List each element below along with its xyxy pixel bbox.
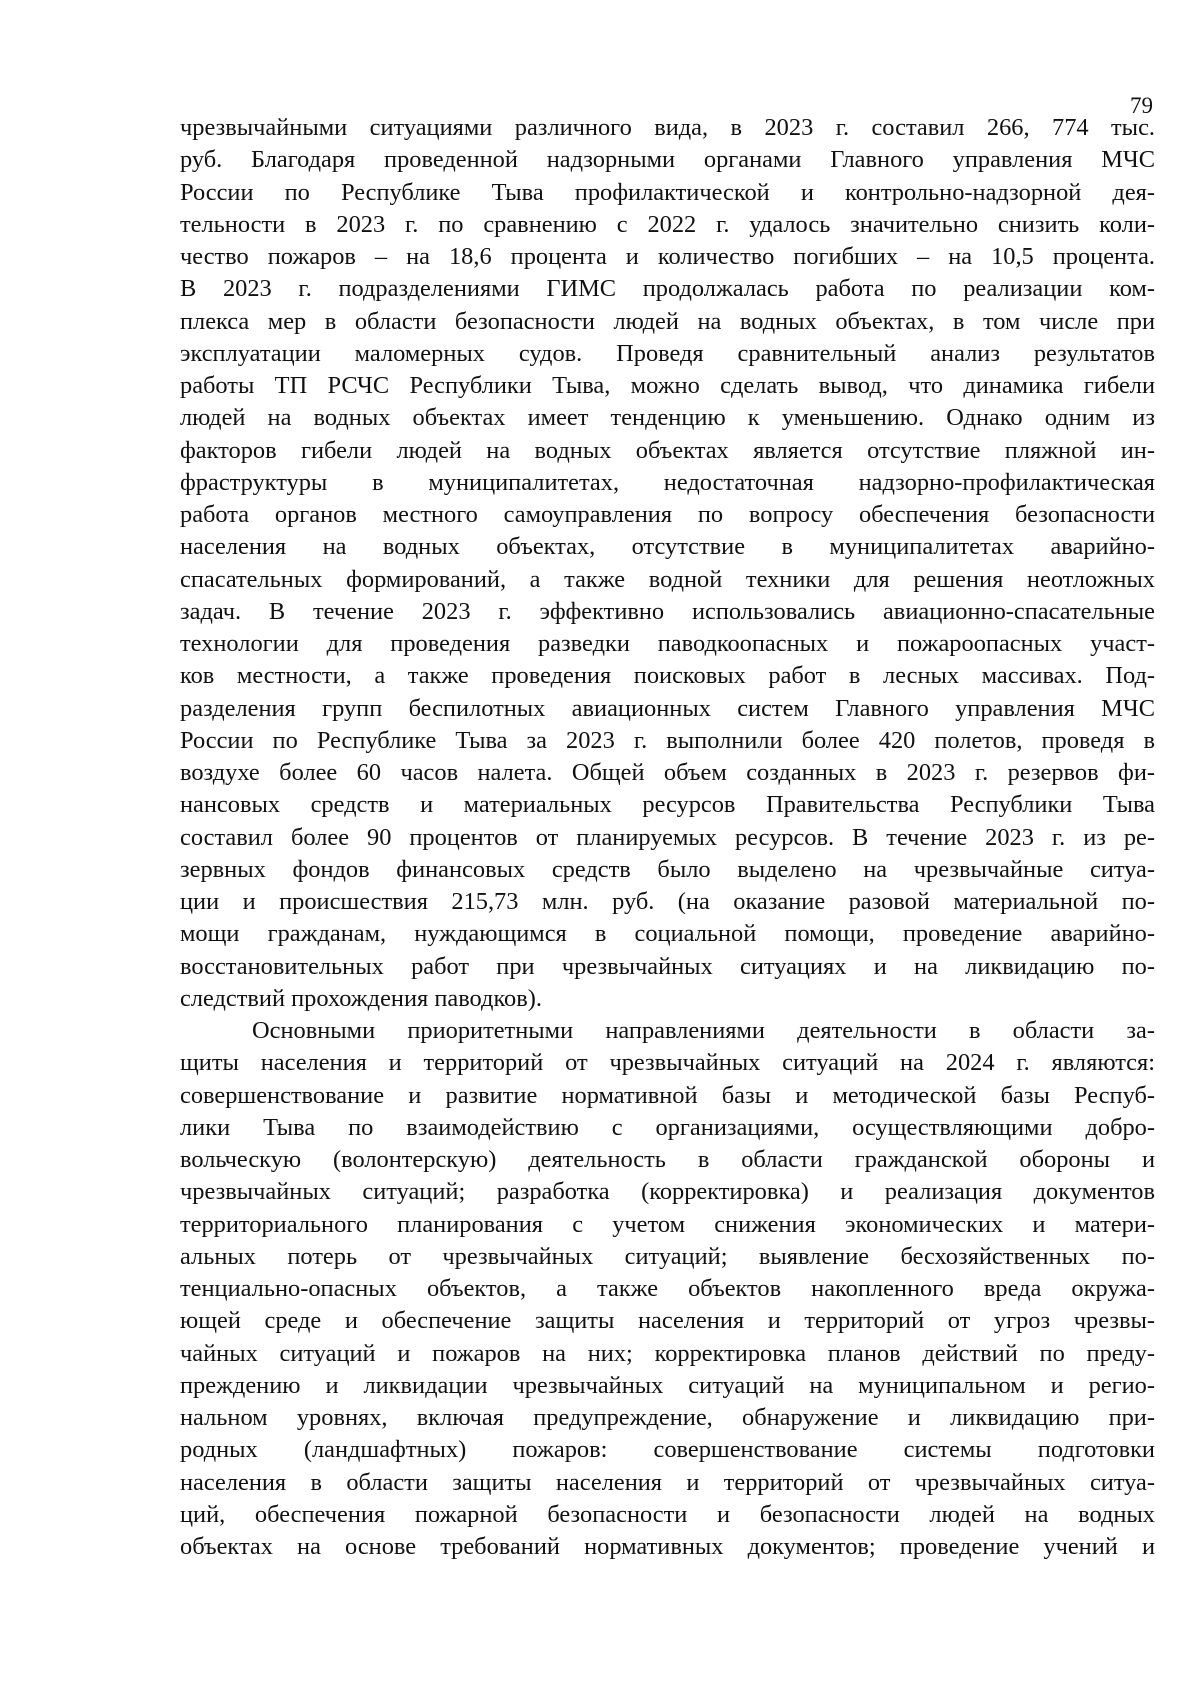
text-line: эксплуатации маломерных судов. Проведя сравнительный анализ результатов: [180, 339, 1155, 367]
text-line: нальном уровнях, включая предупреждение, обнаружение и ликвидацию при-: [180, 1404, 1155, 1431]
text-line: плекса мер в области безопасности людей на водных объектах, в том числе при: [180, 307, 1155, 335]
document-body: [180, 112, 1155, 1563]
text-line: В 2023 г. подразделениями ГИМС продолжалась работа по реализации ком-: [180, 275, 1155, 303]
text-line: тенциально-опасных объектов, а также объектов накопленного вреда окружа-: [180, 1275, 1155, 1302]
text-line: ций, обеспечения пожарной безопасности и безопасности людей на водных: [180, 1500, 1155, 1528]
paragraph: [180, 1015, 1155, 1563]
text-line: мощи гражданам, нуждающимся в социальной помощи, проведение аварийно-: [180, 920, 1155, 948]
page-number: 79: [1130, 93, 1153, 118]
text-line: территориального планирования с учетом снижения экономических и матери-: [180, 1210, 1155, 1238]
text-line: России по Республике Тыва профилактической и контрольно-надзорной дея-: [180, 178, 1155, 206]
text-line: щиты населения и территорий от чрезвычайных ситуаций на 2024 г. являются:: [180, 1049, 1155, 1077]
text-line: технологии для проведения разведки паводкоопасных и пожароопасных участ-: [180, 630, 1155, 657]
text-line: нансовых средств и материальных ресурсов Правительства Республики Тыва: [180, 791, 1155, 819]
text-line: вольческую (волонтерскую) деятельность в области гражданской обороны и: [180, 1146, 1155, 1173]
text-line: фраструктуры в муниципалитетах, недостаточная надзорно-профилактическая: [180, 468, 1155, 496]
text-line: населения в области защиты населения и территорий от чрезвычайных ситуа-: [180, 1468, 1155, 1496]
text-line: работа органов местного самоуправления по вопросу обеспечения безопасности: [180, 501, 1155, 528]
text-line: задач. В течение 2023 г. эффективно использовались авиационно-спасательные: [180, 597, 1155, 625]
text-line: составил более 90 процентов от планируемых ресурсов. В течение 2023 г. из ре-: [180, 823, 1155, 851]
text-line: спасательных формирований, а также водной техники для решения неотложных: [180, 565, 1155, 593]
text-line: работы ТП РСЧС Республики Тыва, можно сделать вывод, что динамика гибели: [180, 372, 1155, 399]
text-line: ции и происшествия 215,73 млн. руб. (на оказание разовой материальной по-: [180, 888, 1155, 915]
text-line: лики Тыва по взаимодействию с организациями, осуществляющими добро-: [180, 1113, 1155, 1141]
text-line: чество пожаров – на 18,6 процента и количество погибших – на 10,5 процента.: [180, 243, 1155, 270]
text-line: ков местности, а также проведения поисковых работ в лесных массивах. Под-: [180, 662, 1155, 690]
text-line: чрезвычайными ситуациями различного вида, в 2023 г. составил 266, 774 тыс.: [180, 114, 1155, 141]
text-line: разделения групп беспилотных авиационных систем Главного управления МЧС: [180, 694, 1155, 722]
paragraph: [180, 112, 1155, 1015]
text-line: ющей среде и обеспечение защиты населения и территорий от угроз чрезвы-: [180, 1307, 1155, 1335]
text-line: руб. Благодаря проведенной надзорными органами Главного управления МЧС: [180, 146, 1155, 174]
text-line: России по Республике Тыва за 2023 г. выполнили более 420 полетов, проведя в: [180, 726, 1155, 754]
text-line: людей на водных объектах имеет тенденцию к уменьшению. Однако одним из: [180, 404, 1155, 432]
text-line: объектах на основе требований нормативных документов; проведение учений и: [180, 1533, 1155, 1560]
text-line: чайных ситуаций и пожаров на них; корректировка планов действий по преду-: [180, 1339, 1155, 1367]
text-line: факторов гибели людей на водных объектах является отсутствие пляжной ин-: [180, 436, 1155, 464]
text-line: чрезвычайных ситуаций; разработка (корректировка) и реализация документов: [180, 1178, 1155, 1206]
text-line: альных потерь от чрезвычайных ситуаций; выявление бесхозяйственных по-: [180, 1242, 1155, 1270]
text-line: совершенствование и развитие нормативной базы и методической базы Респуб-: [180, 1081, 1155, 1109]
text-line: преждению и ликвидации чрезвычайных ситуаций на муниципальном и регио-: [180, 1371, 1155, 1399]
text-line: зервных фондов финансовых средств было выделено на чрезвычайные ситуа-: [180, 855, 1155, 883]
text-line: населения на водных объектах, отсутствие в муниципалитетах аварийно-: [180, 533, 1155, 561]
text-line: восстановительных работ при чрезвычайных ситуациях и на ликвидацию по-: [180, 952, 1155, 980]
text-line: воздухе более 60 часов налета. Общей объем созданных в 2023 г. резервов фи-: [180, 759, 1155, 786]
text-line: Основными приоритетными направлениями деятельности в области за-: [252, 1017, 1155, 1044]
text-line: следствий прохождения паводков).: [180, 984, 542, 1012]
text-line: тельности в 2023 г. по сравнению с 2022 г. удалось значительно снизить коли-: [180, 210, 1155, 238]
text-line: родных (ландшафтных) пожаров: совершенствование системы подготовки: [180, 1436, 1155, 1464]
